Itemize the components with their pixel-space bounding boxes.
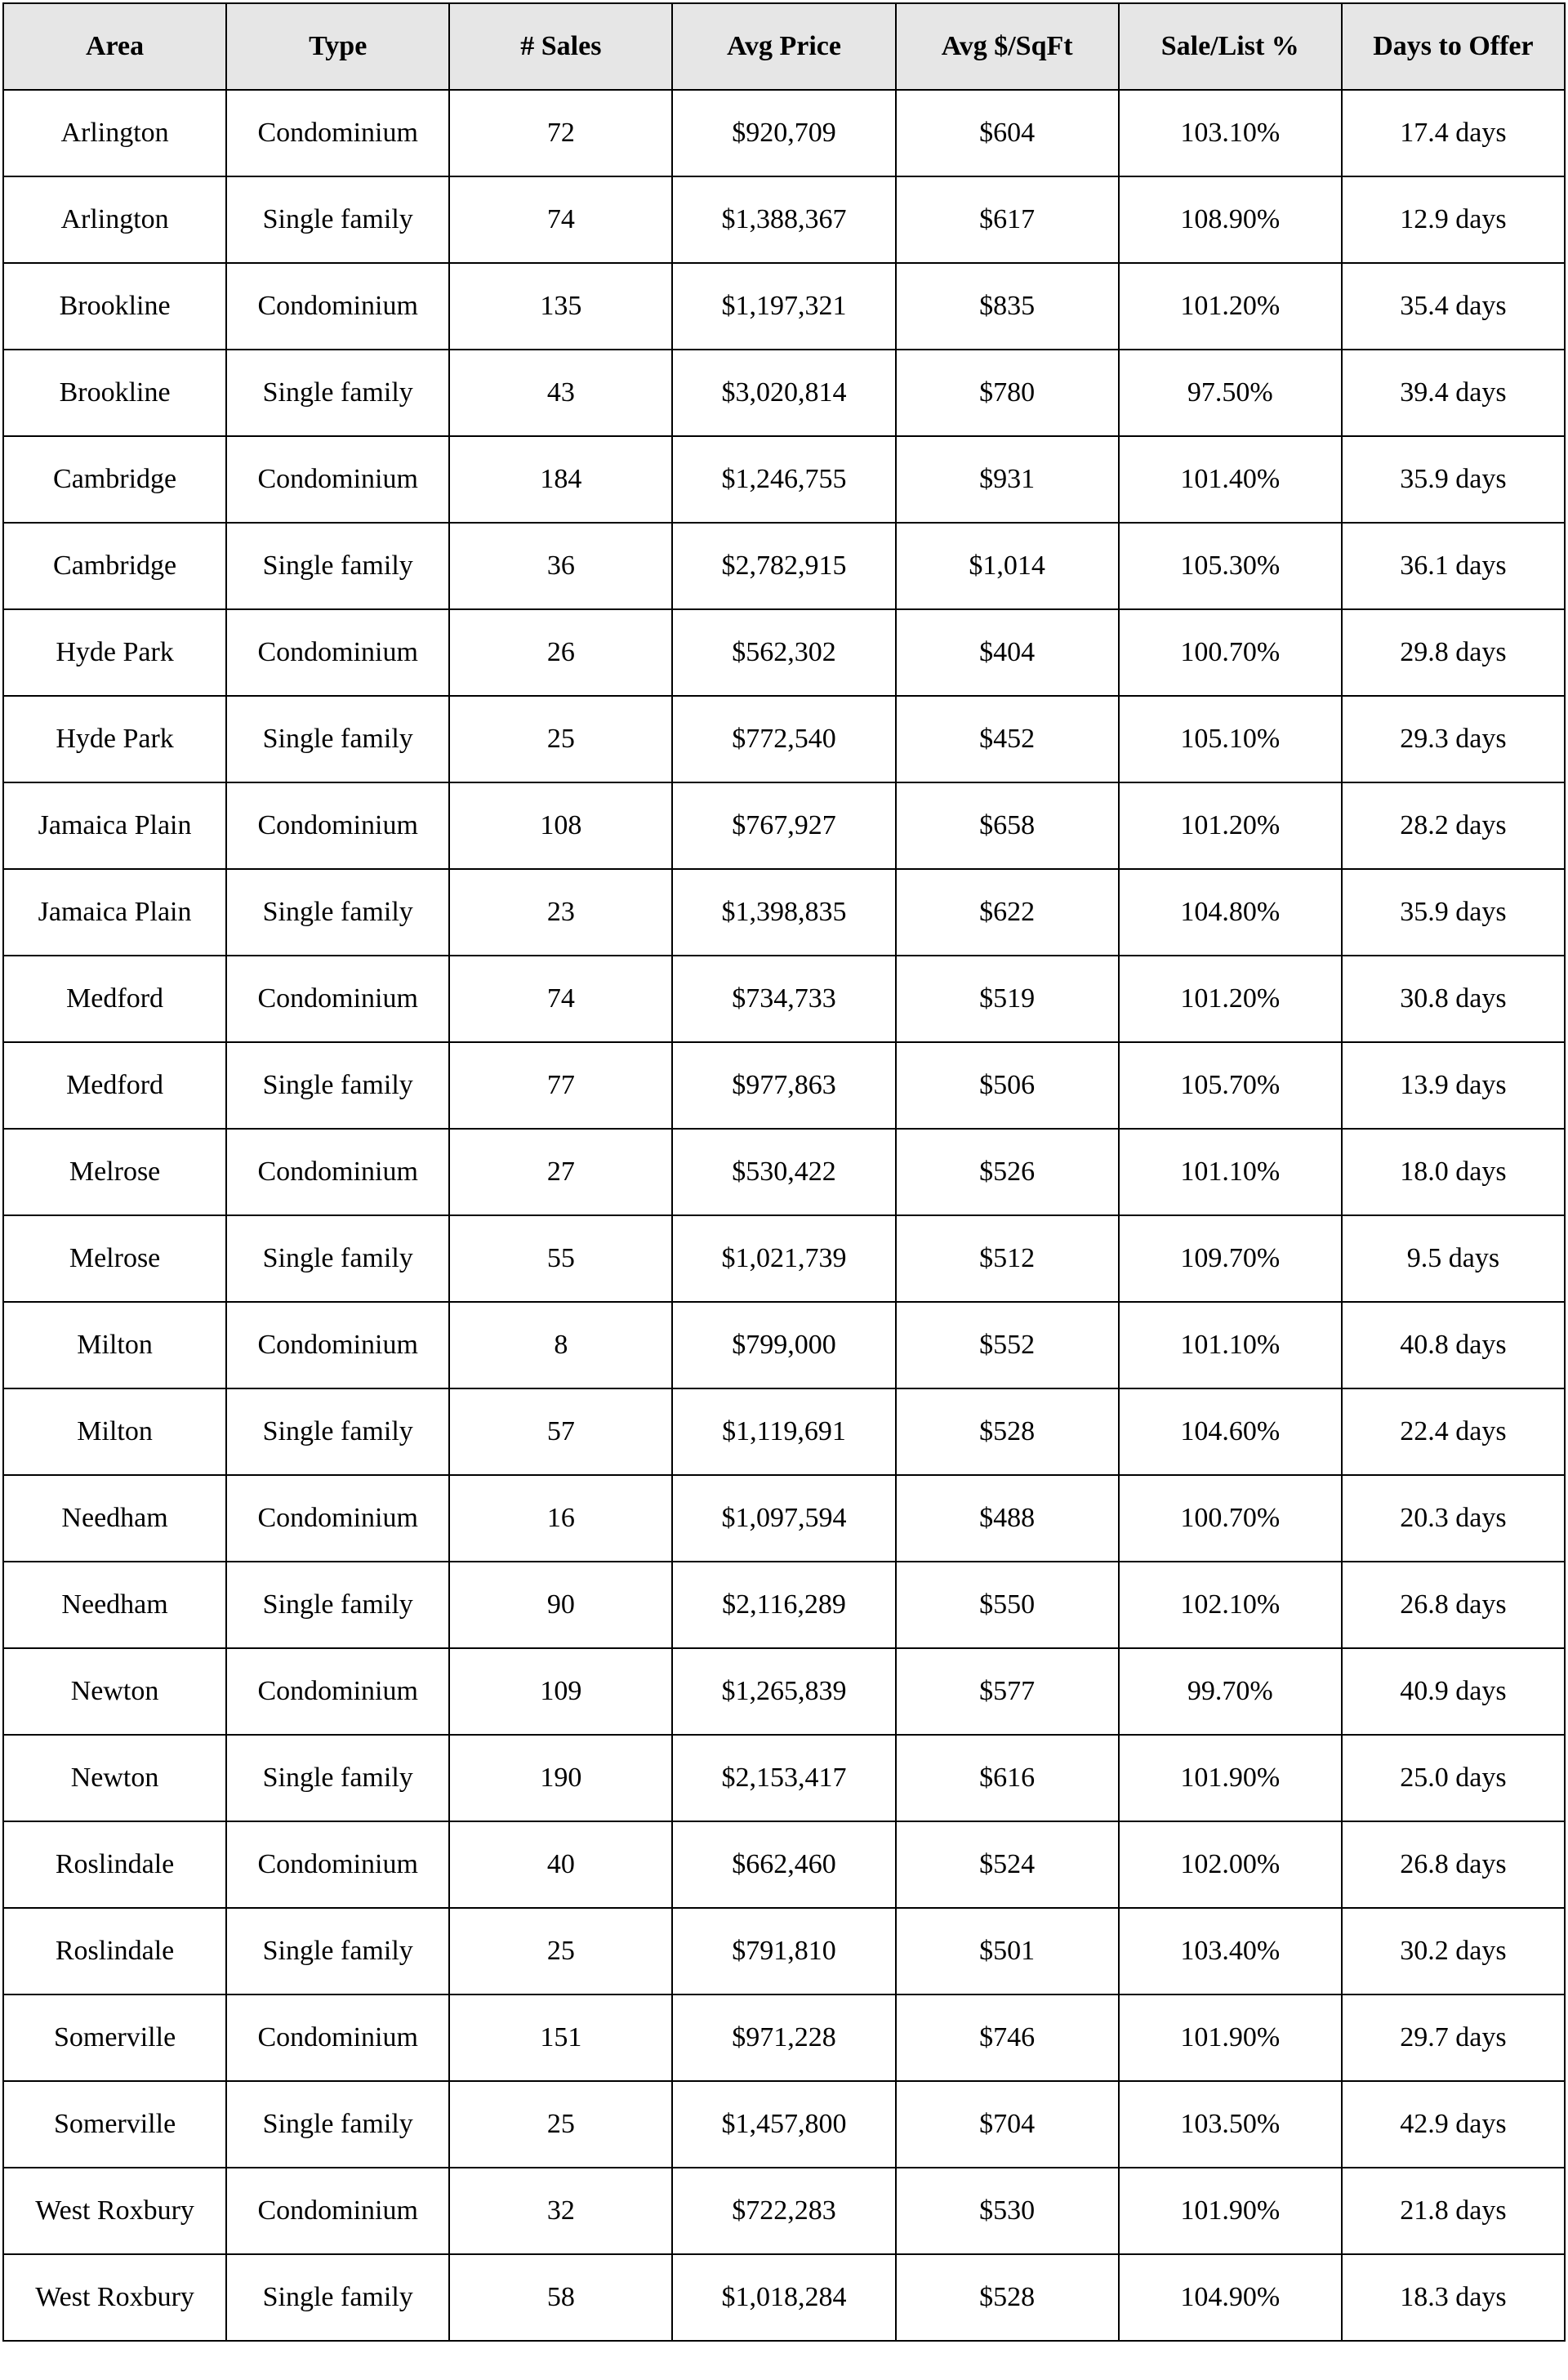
cell-area: Milton — [3, 1302, 226, 1388]
cell-avg-sqft: $704 — [896, 2081, 1119, 2168]
cell-avg-price: $2,153,417 — [672, 1735, 895, 1821]
cell-type: Single family — [226, 2081, 449, 2168]
cell-avg-sqft: $550 — [896, 1562, 1119, 1648]
cell-type: Single family — [226, 1215, 449, 1302]
cell-type: Single family — [226, 1908, 449, 1994]
cell-type: Single family — [226, 1735, 449, 1821]
cell-days-to-offer: 17.4 days — [1342, 90, 1565, 176]
cell-days-to-offer: 36.1 days — [1342, 523, 1565, 609]
cell-avg-price: $1,388,367 — [672, 176, 895, 263]
cell-avg-sqft: $835 — [896, 263, 1119, 350]
cell-sales: 23 — [449, 869, 672, 956]
cell-type: Single family — [226, 1042, 449, 1129]
cell-type: Condominium — [226, 1821, 449, 1908]
table-row — [3, 176, 1565, 263]
cell-sales: 74 — [449, 176, 672, 263]
table-row — [3, 1821, 1565, 1908]
cell-days-to-offer: 29.3 days — [1342, 696, 1565, 782]
cell-sale-list: 104.80% — [1119, 869, 1342, 956]
cell-area: Somerville — [3, 1994, 226, 2081]
cell-avg-price: $2,782,915 — [672, 523, 895, 609]
cell-days-to-offer: 30.8 days — [1342, 956, 1565, 1042]
header-row — [3, 3, 1565, 90]
cell-type: Single family — [226, 696, 449, 782]
cell-avg-price: $562,302 — [672, 609, 895, 696]
cell-days-to-offer: 12.9 days — [1342, 176, 1565, 263]
cell-days-to-offer: 40.9 days — [1342, 1648, 1565, 1735]
table-row — [3, 90, 1565, 176]
cell-days-to-offer: 35.4 days — [1342, 263, 1565, 350]
table-row — [3, 1475, 1565, 1562]
cell-sale-list: 101.10% — [1119, 1129, 1342, 1215]
cell-sales: 90 — [449, 1562, 672, 1648]
cell-days-to-offer: 29.8 days — [1342, 609, 1565, 696]
cell-avg-sqft: $552 — [896, 1302, 1119, 1388]
table-row — [3, 1042, 1565, 1129]
cell-avg-sqft: $524 — [896, 1821, 1119, 1908]
cell-sale-list: 101.90% — [1119, 2168, 1342, 2254]
cell-area: Needham — [3, 1475, 226, 1562]
column-header-type: Type — [226, 3, 449, 90]
cell-type: Single family — [226, 1388, 449, 1475]
cell-area: Hyde Park — [3, 609, 226, 696]
cell-avg-price: $971,228 — [672, 1994, 895, 2081]
table-row — [3, 1994, 1565, 2081]
cell-sales: 151 — [449, 1994, 672, 2081]
cell-avg-price: $1,097,594 — [672, 1475, 895, 1562]
cell-avg-sqft: $404 — [896, 609, 1119, 696]
cell-days-to-offer: 18.0 days — [1342, 1129, 1565, 1215]
cell-sales: 36 — [449, 523, 672, 609]
cell-days-to-offer: 39.4 days — [1342, 350, 1565, 436]
table-row — [3, 1908, 1565, 1994]
cell-area: Brookline — [3, 350, 226, 436]
cell-days-to-offer: 35.9 days — [1342, 436, 1565, 523]
cell-avg-sqft: $528 — [896, 2254, 1119, 2341]
cell-sales: 72 — [449, 90, 672, 176]
cell-avg-sqft: $604 — [896, 90, 1119, 176]
cell-sales: 8 — [449, 1302, 672, 1388]
table-row — [3, 696, 1565, 782]
cell-sale-list: 99.70% — [1119, 1648, 1342, 1735]
cell-avg-sqft: $530 — [896, 2168, 1119, 2254]
cell-sale-list: 101.40% — [1119, 436, 1342, 523]
sales-table — [2, 2, 1566, 2342]
cell-days-to-offer: 35.9 days — [1342, 869, 1565, 956]
cell-avg-sqft: $528 — [896, 1388, 1119, 1475]
cell-avg-sqft: $780 — [896, 350, 1119, 436]
cell-days-to-offer: 20.3 days — [1342, 1475, 1565, 1562]
cell-days-to-offer: 22.4 days — [1342, 1388, 1565, 1475]
cell-sale-list: 102.10% — [1119, 1562, 1342, 1648]
cell-avg-sqft: $1,014 — [896, 523, 1119, 609]
cell-sales: 77 — [449, 1042, 672, 1129]
table-row — [3, 1215, 1565, 1302]
cell-area: Medford — [3, 1042, 226, 1129]
column-header-days-to-offer: Days to Offer — [1342, 3, 1565, 90]
cell-sale-list: 101.20% — [1119, 782, 1342, 869]
cell-sale-list: 101.10% — [1119, 1302, 1342, 1388]
cell-type: Single family — [226, 523, 449, 609]
cell-type: Condominium — [226, 1994, 449, 2081]
table-header — [3, 3, 1565, 90]
cell-avg-price: $1,018,284 — [672, 2254, 895, 2341]
table-row — [3, 263, 1565, 350]
cell-area: Newton — [3, 1648, 226, 1735]
cell-sale-list: 101.90% — [1119, 1994, 1342, 2081]
table-row — [3, 609, 1565, 696]
cell-avg-price: $1,119,691 — [672, 1388, 895, 1475]
cell-sale-list: 100.70% — [1119, 609, 1342, 696]
cell-days-to-offer: 40.8 days — [1342, 1302, 1565, 1388]
cell-sales: 43 — [449, 350, 672, 436]
cell-days-to-offer: 42.9 days — [1342, 2081, 1565, 2168]
cell-area: Roslindale — [3, 1908, 226, 1994]
column-header-sale-list: Sale/List % — [1119, 3, 1342, 90]
table-row — [3, 523, 1565, 609]
cell-area: Cambridge — [3, 436, 226, 523]
cell-sale-list: 103.50% — [1119, 2081, 1342, 2168]
cell-sale-list: 104.60% — [1119, 1388, 1342, 1475]
cell-avg-price: $1,265,839 — [672, 1648, 895, 1735]
cell-avg-price: $791,810 — [672, 1908, 895, 1994]
table-row — [3, 1302, 1565, 1388]
cell-sale-list: 102.00% — [1119, 1821, 1342, 1908]
cell-avg-price: $662,460 — [672, 1821, 895, 1908]
column-header-avg-price: Avg Price — [672, 3, 895, 90]
cell-avg-price: $722,283 — [672, 2168, 895, 2254]
cell-avg-price: $3,020,814 — [672, 350, 895, 436]
cell-avg-sqft: $488 — [896, 1475, 1119, 1562]
cell-type: Single family — [226, 176, 449, 263]
cell-avg-price: $734,733 — [672, 956, 895, 1042]
cell-sale-list: 101.90% — [1119, 1735, 1342, 1821]
cell-area: Hyde Park — [3, 696, 226, 782]
cell-sales: 58 — [449, 2254, 672, 2341]
cell-area: Arlington — [3, 176, 226, 263]
cell-days-to-offer: 18.3 days — [1342, 2254, 1565, 2341]
cell-avg-sqft: $931 — [896, 436, 1119, 523]
cell-area: Melrose — [3, 1129, 226, 1215]
cell-sale-list: 101.20% — [1119, 263, 1342, 350]
cell-sales: 32 — [449, 2168, 672, 2254]
cell-type: Condominium — [226, 782, 449, 869]
table-row — [3, 869, 1565, 956]
cell-avg-sqft: $616 — [896, 1735, 1119, 1821]
cell-days-to-offer: 9.5 days — [1342, 1215, 1565, 1302]
cell-sales: 55 — [449, 1215, 672, 1302]
table-row — [3, 2168, 1565, 2254]
table-row — [3, 2254, 1565, 2341]
cell-type: Condominium — [226, 609, 449, 696]
column-header-sales: # Sales — [449, 3, 672, 90]
cell-sales: 184 — [449, 436, 672, 523]
cell-sales: 25 — [449, 696, 672, 782]
cell-sales: 74 — [449, 956, 672, 1042]
cell-avg-sqft: $617 — [896, 176, 1119, 263]
table-row — [3, 2081, 1565, 2168]
cell-type: Condominium — [226, 1302, 449, 1388]
cell-area: Melrose — [3, 1215, 226, 1302]
cell-sales: 190 — [449, 1735, 672, 1821]
cell-avg-sqft: $519 — [896, 956, 1119, 1042]
cell-type: Condominium — [226, 263, 449, 350]
cell-area: Jamaica Plain — [3, 782, 226, 869]
cell-sale-list: 105.30% — [1119, 523, 1342, 609]
cell-avg-sqft: $512 — [896, 1215, 1119, 1302]
cell-days-to-offer: 26.8 days — [1342, 1562, 1565, 1648]
cell-sale-list: 108.90% — [1119, 176, 1342, 263]
table-row — [3, 1648, 1565, 1735]
cell-days-to-offer: 13.9 days — [1342, 1042, 1565, 1129]
cell-sales: 16 — [449, 1475, 672, 1562]
cell-sale-list: 104.90% — [1119, 2254, 1342, 2341]
column-header-area: Area — [3, 3, 226, 90]
cell-days-to-offer: 30.2 days — [1342, 1908, 1565, 1994]
cell-sale-list: 105.10% — [1119, 696, 1342, 782]
table-row — [3, 436, 1565, 523]
cell-avg-sqft: $577 — [896, 1648, 1119, 1735]
cell-avg-price: $2,116,289 — [672, 1562, 895, 1648]
cell-avg-sqft: $746 — [896, 1994, 1119, 2081]
cell-type: Single family — [226, 350, 449, 436]
cell-area: Needham — [3, 1562, 226, 1648]
cell-sale-list: 101.20% — [1119, 956, 1342, 1042]
cell-avg-price: $767,927 — [672, 782, 895, 869]
cell-area: Arlington — [3, 90, 226, 176]
table-row — [3, 1562, 1565, 1648]
cell-avg-price: $1,457,800 — [672, 2081, 895, 2168]
cell-avg-sqft: $452 — [896, 696, 1119, 782]
cell-avg-price: $772,540 — [672, 696, 895, 782]
cell-sales: 109 — [449, 1648, 672, 1735]
cell-sales: 25 — [449, 2081, 672, 2168]
cell-avg-sqft: $622 — [896, 869, 1119, 956]
cell-sale-list: 97.50% — [1119, 350, 1342, 436]
cell-avg-sqft: $506 — [896, 1042, 1119, 1129]
cell-type: Condominium — [226, 2168, 449, 2254]
cell-area: Brookline — [3, 263, 226, 350]
cell-area: Somerville — [3, 2081, 226, 2168]
cell-area: Roslindale — [3, 1821, 226, 1908]
cell-type: Condominium — [226, 1129, 449, 1215]
table-row — [3, 350, 1565, 436]
cell-avg-price: $977,863 — [672, 1042, 895, 1129]
cell-avg-price: $799,000 — [672, 1302, 895, 1388]
cell-area: West Roxbury — [3, 2254, 226, 2341]
cell-avg-price: $1,398,835 — [672, 869, 895, 956]
table-row — [3, 782, 1565, 869]
cell-days-to-offer: 28.2 days — [1342, 782, 1565, 869]
cell-area: West Roxbury — [3, 2168, 226, 2254]
cell-avg-price: $1,021,739 — [672, 1215, 895, 1302]
cell-type: Condominium — [226, 1475, 449, 1562]
table-body — [3, 90, 1565, 2341]
cell-area: Cambridge — [3, 523, 226, 609]
cell-days-to-offer: 29.7 days — [1342, 1994, 1565, 2081]
cell-sale-list: 109.70% — [1119, 1215, 1342, 1302]
cell-avg-price: $1,246,755 — [672, 436, 895, 523]
cell-type: Single family — [226, 1562, 449, 1648]
cell-sales: 26 — [449, 609, 672, 696]
cell-sale-list: 105.70% — [1119, 1042, 1342, 1129]
cell-days-to-offer: 26.8 days — [1342, 1821, 1565, 1908]
cell-days-to-offer: 25.0 days — [1342, 1735, 1565, 1821]
cell-type: Condominium — [226, 956, 449, 1042]
cell-avg-price: $920,709 — [672, 90, 895, 176]
cell-sales: 135 — [449, 263, 672, 350]
cell-type: Condominium — [226, 90, 449, 176]
cell-sales: 25 — [449, 1908, 672, 1994]
cell-type: Condominium — [226, 1648, 449, 1735]
cell-avg-sqft: $658 — [896, 782, 1119, 869]
cell-area: Medford — [3, 956, 226, 1042]
cell-days-to-offer: 21.8 days — [1342, 2168, 1565, 2254]
cell-sales: 27 — [449, 1129, 672, 1215]
cell-type: Single family — [226, 2254, 449, 2341]
cell-sales: 40 — [449, 1821, 672, 1908]
cell-avg-price: $530,422 — [672, 1129, 895, 1215]
cell-sale-list: 100.70% — [1119, 1475, 1342, 1562]
table-row — [3, 1129, 1565, 1215]
cell-type: Condominium — [226, 436, 449, 523]
cell-type: Single family — [226, 869, 449, 956]
cell-avg-price: $1,197,321 — [672, 263, 895, 350]
cell-sales: 108 — [449, 782, 672, 869]
cell-area: Jamaica Plain — [3, 869, 226, 956]
cell-sale-list: 103.40% — [1119, 1908, 1342, 1994]
cell-sales: 57 — [449, 1388, 672, 1475]
cell-avg-sqft: $526 — [896, 1129, 1119, 1215]
cell-sale-list: 103.10% — [1119, 90, 1342, 176]
table-row — [3, 956, 1565, 1042]
table-row — [3, 1735, 1565, 1821]
cell-area: Newton — [3, 1735, 226, 1821]
table-row — [3, 1388, 1565, 1475]
cell-avg-sqft: $501 — [896, 1908, 1119, 1994]
cell-area: Milton — [3, 1388, 226, 1475]
column-header-avg-sqft: Avg $/SqFt — [896, 3, 1119, 90]
